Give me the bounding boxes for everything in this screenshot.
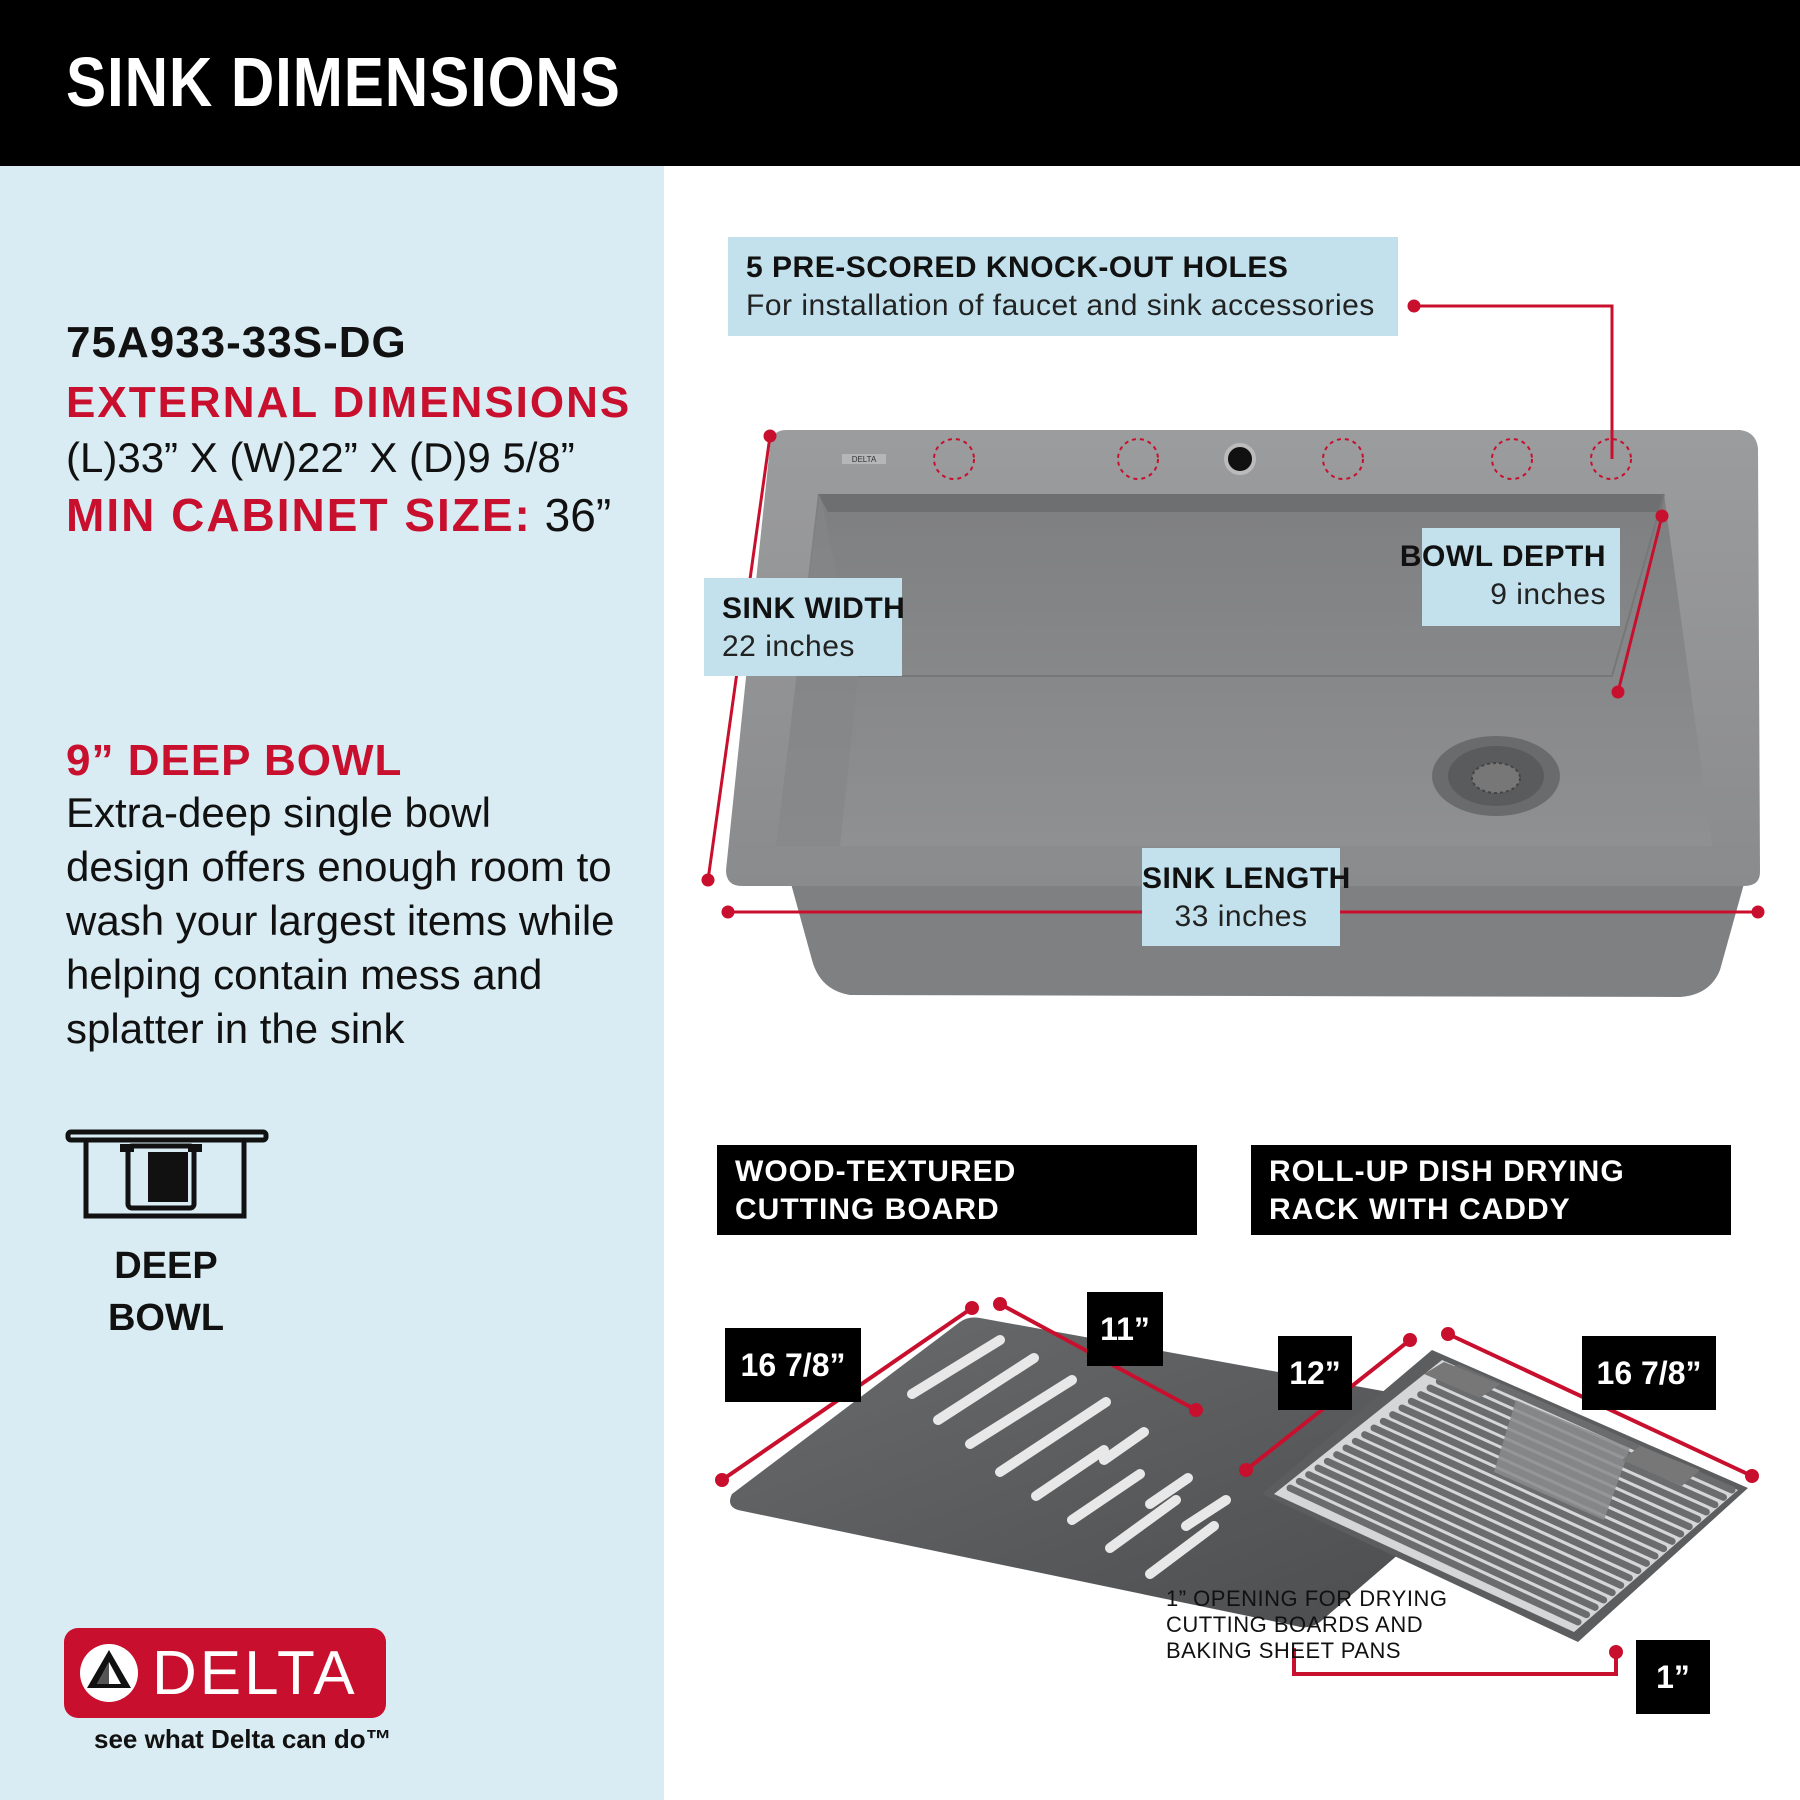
- min-cabinet-value: 36”: [531, 489, 612, 541]
- drain-strainer: [1472, 763, 1520, 793]
- model-number: 75A933-33S-DG: [66, 318, 407, 367]
- dimension-endpoint: [723, 907, 733, 917]
- drying-rack-heading: [1251, 1145, 1731, 1235]
- deep-bowl-heading: 9” DEEP BOWL: [66, 736, 403, 785]
- sink-brand-mark: DELTA: [851, 455, 877, 464]
- knockout-holes-callout: [728, 237, 1398, 336]
- dimension-endpoint: [703, 875, 713, 885]
- deep-bowl-description: Extra-deep single bowl design offers enough room to wash your largest items while helping contain mess and splatter in the sink: [66, 789, 615, 1052]
- knockout-holes-title: 5 PRE-SCORED KNOCK-OUT HOLES: [746, 251, 1289, 284]
- opening-note-line1: 1” OPENING FOR DRYING: [1166, 1586, 1448, 1611]
- opening-note: [1166, 1586, 1447, 1664]
- bowl-depth-callout: [1399, 528, 1620, 626]
- external-dimensions-value: (L)33” X (W)22” X (D)9 5/8”: [66, 434, 575, 481]
- sink-bowl-lip: [818, 494, 1664, 512]
- dimension-endpoint: [1753, 907, 1763, 917]
- drying-rack-length-tag: 16 7/8”: [1582, 1336, 1716, 1410]
- brand-tagline: see what Delta can do™: [94, 1724, 392, 1754]
- drying-rack-heading-line2: RACK WITH CADDY: [1269, 1193, 1571, 1226]
- opening-note-line3: BAKING SHEET PANS: [1166, 1638, 1402, 1663]
- sink-length-title: SINK LENGTH: [1142, 862, 1351, 895]
- faucet-hole: [1226, 445, 1254, 473]
- opening-note-line2: CUTTING BOARDS AND: [1166, 1612, 1424, 1637]
- dimension-endpoint: [1657, 511, 1667, 521]
- min-cabinet-label: MIN CABINET SIZE:: [66, 489, 532, 541]
- sink-width-callout: [704, 578, 906, 676]
- drying-rack-width-tag: 12”: [1278, 1336, 1352, 1410]
- opening-width-tag: 1”: [1636, 1640, 1710, 1714]
- cutting-board-heading-line1: WOOD-TEXTURED: [735, 1155, 1017, 1188]
- sink-width-title: SINK WIDTH: [722, 592, 906, 625]
- cutting-board-heading-line2: CUTTING BOARD: [735, 1193, 1000, 1226]
- page-title: SINK DIMENSIONS: [66, 43, 621, 121]
- bowl-depth-value: 9 inches: [1490, 578, 1606, 611]
- delta-logo-wordmark: DELTA: [152, 1639, 358, 1708]
- deep-bowl-label-line1: DEEP: [114, 1245, 218, 1287]
- dimension-endpoint: [1613, 687, 1623, 697]
- cutting-board-width-tag: 11”: [1087, 1292, 1163, 1366]
- dimension-endpoint: [1409, 301, 1419, 311]
- knockout-holes-subtitle: For installation of faucet and sink accessories: [746, 289, 1375, 322]
- dimension-endpoint: [765, 431, 775, 441]
- sink-length-callout: [1142, 848, 1351, 946]
- cutting-board-heading: [717, 1145, 1197, 1235]
- bowl-depth-title: BOWL DEPTH: [1399, 540, 1606, 573]
- deep-bowl-label-line2: BOWL: [107, 1297, 225, 1339]
- sink-length-value: 33 inches: [1174, 900, 1308, 933]
- sink-width-value: 22 inches: [722, 630, 855, 663]
- drying-rack-heading-line1: ROLL-UP DISH DRYING: [1269, 1155, 1625, 1188]
- external-dimensions-label: EXTERNAL DIMENSIONS: [66, 378, 632, 427]
- cutting-board-length-tag: 16 7/8”: [725, 1328, 861, 1402]
